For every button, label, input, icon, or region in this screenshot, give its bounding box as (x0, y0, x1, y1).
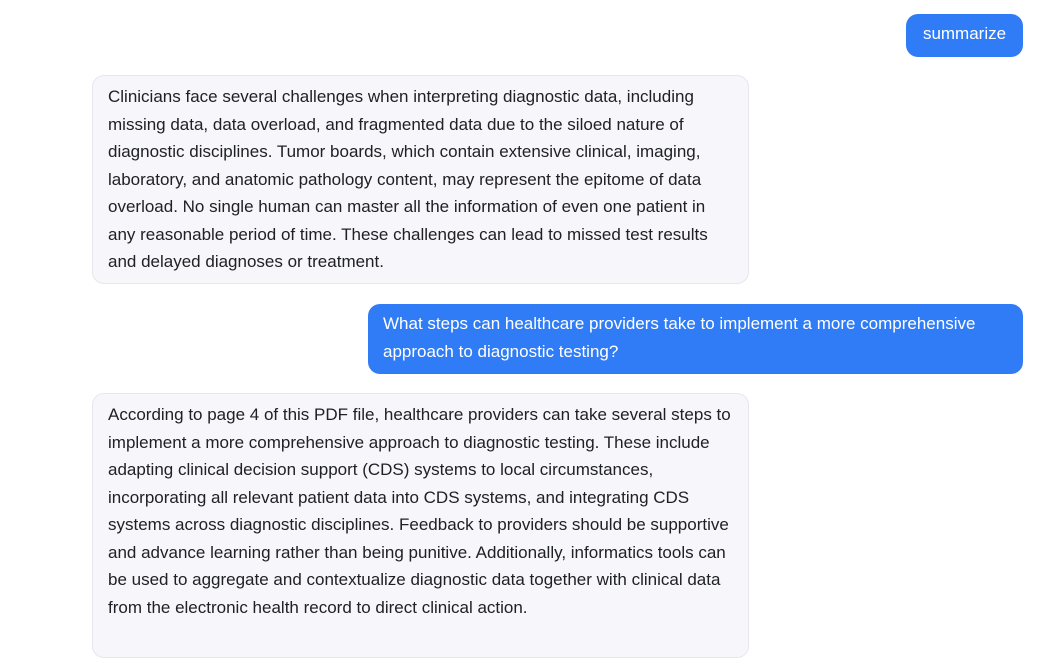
user-message: summarize (906, 14, 1023, 57)
user-message: What steps can healthcare providers take to implement a more comprehensive approach to diagnostic testing? (368, 304, 1023, 374)
assistant-message: According to page 4 of this PDF file, healthcare providers can take several steps to implement a more comprehensive approach to diagnostic testing. These include adapting clinical decision support (CDS) systems to local circumstances, incorporating all relevant patient data into CDS systems, and integrating CDS systems across diagnostic disciplines. Feedback to providers should be supportive and advance learning rather than being punitive. Additionally, informatics tools can be used to aggregate and contextualize diagnostic data together with clinical data from the electronic health record to direct clinical action. (92, 393, 749, 658)
assistant-message: Clinicians face several challenges when interpreting diagnostic data, including missing data, data overload, and fragmented data due to the siloed nature of diagnostic disciplines. Tumor boards, which contain extensive clinical, imaging, laboratory, and anatomic pathology content, may represent the epitome of data overload. No single human can master all the information of even one patient in any reasonable period of time. These challenges can lead to missed test results and delayed diagnoses or treatment. (92, 75, 749, 284)
